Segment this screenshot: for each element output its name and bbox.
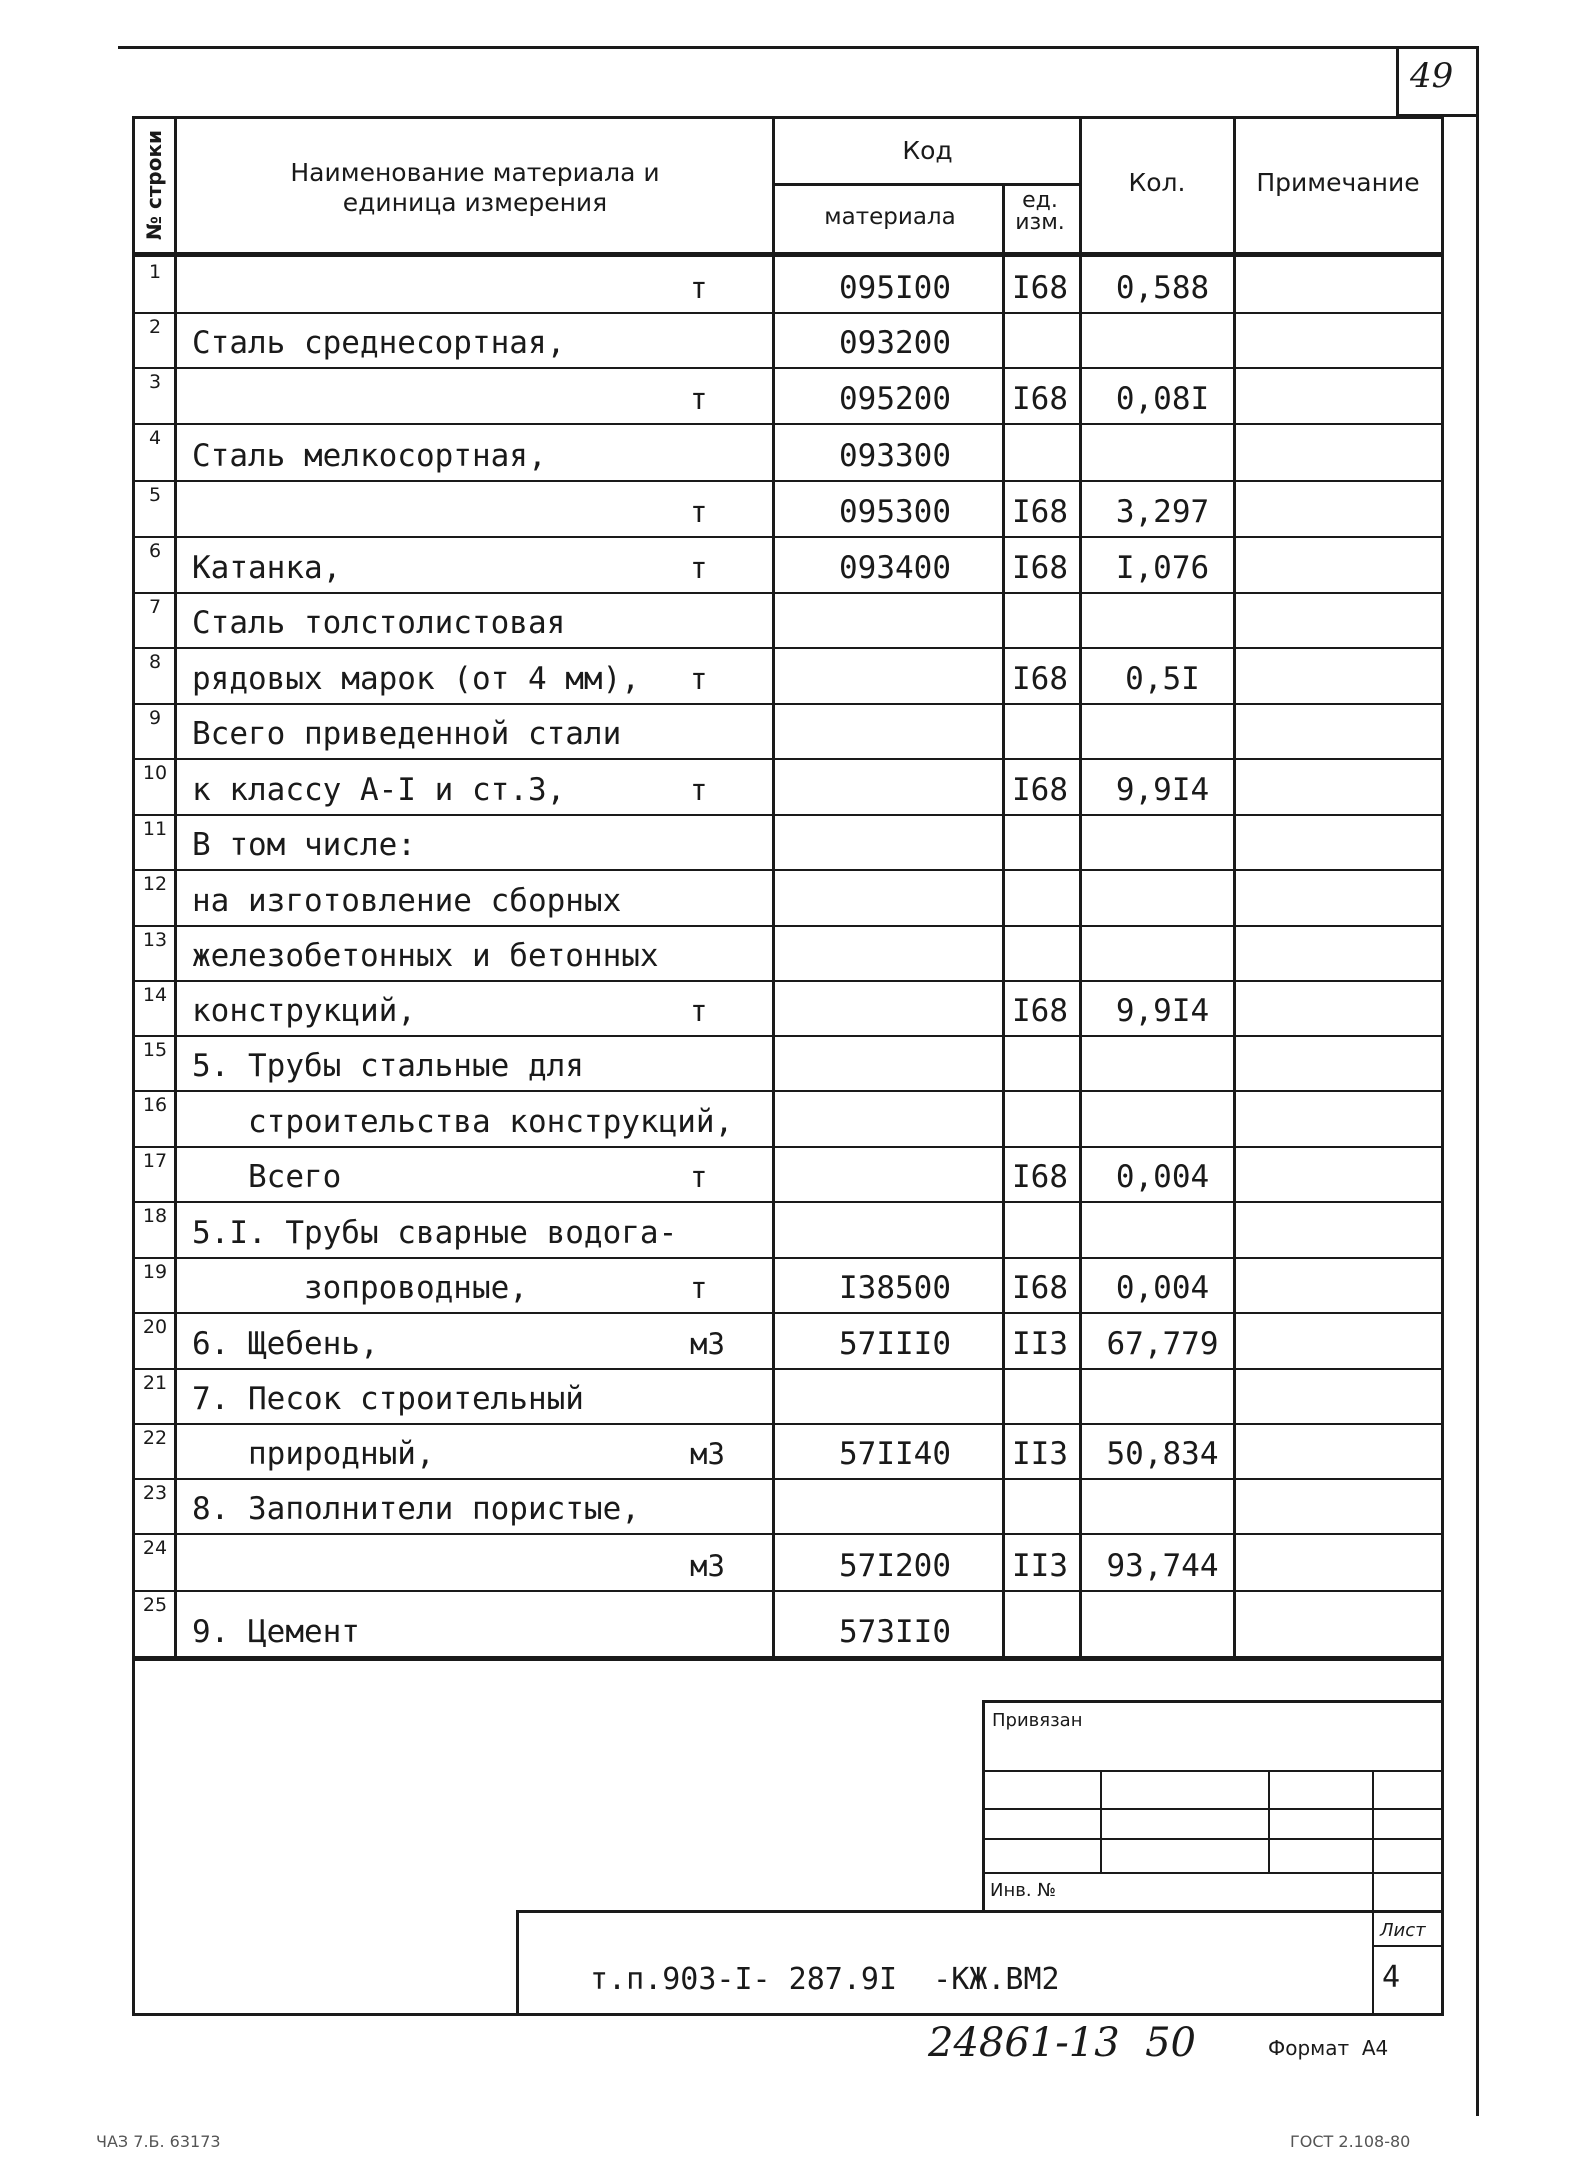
table-row (0, 1035, 1578, 1090)
row-number: 15 (142, 1039, 168, 1061)
row-unit-code: II3 (1012, 1548, 1068, 1584)
row-code: 095200 (839, 381, 951, 417)
row-divider (134, 1090, 1442, 1092)
row-divider (134, 536, 1442, 538)
table-row (0, 1090, 1578, 1146)
row-divider (134, 1312, 1442, 1314)
row-code: I38500 (839, 1270, 951, 1306)
row-unit-code: II3 (1012, 1326, 1068, 1362)
table-row (0, 980, 1578, 1035)
page-number: 49 (1410, 56, 1454, 96)
row-number: 17 (142, 1150, 168, 1172)
row-unit-code: I68 (1012, 1159, 1068, 1195)
table-row (0, 1423, 1578, 1478)
row-unit-code: I68 (1012, 1270, 1068, 1306)
row-qty: 0,004 (1115, 1159, 1210, 1195)
frame-top-line (118, 46, 1476, 49)
table-row (0, 1146, 1578, 1201)
row-number: 9 (148, 707, 162, 729)
row-unit-code: I68 (1012, 494, 1068, 530)
row-number: 22 (142, 1427, 168, 1449)
table-row (0, 312, 1578, 367)
row-number: 21 (142, 1372, 168, 1394)
row-name: Всего приведенной стали (192, 716, 622, 752)
header-row-number: № строки (142, 129, 166, 241)
row-number: 13 (142, 929, 168, 951)
row-number: 8 (148, 651, 162, 673)
row-divider (134, 312, 1442, 314)
row-qty: 9,9I4 (1115, 993, 1210, 1029)
row-code: 093200 (839, 325, 951, 361)
row-divider (134, 367, 1442, 369)
row-divider (134, 1201, 1442, 1203)
row-unit: м3 (690, 1549, 725, 1583)
row-number: 5 (148, 484, 162, 506)
row-name: Сталь толстолистовая (192, 605, 566, 641)
row-name: зопроводные, (192, 1270, 528, 1306)
stamp-inner-v2 (1268, 1770, 1270, 1872)
table-row (0, 1590, 1578, 1656)
row-divider (134, 703, 1442, 705)
row-unit-code: I68 (1012, 661, 1068, 697)
row-divider (134, 925, 1442, 927)
row-name: железобетонных и бетонных (192, 938, 659, 974)
row-number: 14 (142, 984, 168, 1006)
row-divider (134, 1590, 1442, 1592)
row-number: 24 (142, 1537, 168, 1559)
stamp-inv-label: Инв. № (990, 1880, 1057, 1901)
row-unit: т (690, 495, 708, 529)
row-divider (134, 1478, 1442, 1480)
row-divider (134, 1035, 1442, 1037)
row-number: 25 (142, 1594, 168, 1616)
header-name-line2: единица измерения (342, 188, 608, 217)
row-name: 6. Щебень, (192, 1326, 379, 1362)
row-qty: I,076 (1115, 550, 1210, 586)
row-name: 9. Цемент (192, 1614, 360, 1650)
table-row (0, 1201, 1578, 1257)
row-unit-code: I68 (1012, 270, 1068, 306)
row-code: 57III0 (839, 1326, 951, 1362)
row-qty: 0,588 (1115, 270, 1210, 306)
code-subheader-line (775, 183, 1080, 186)
stamp-privyazan-label: Привязан (992, 1710, 1083, 1731)
row-code: 57II40 (839, 1436, 951, 1472)
row-name: природный, (192, 1436, 435, 1472)
bottom-left-code: ЧАЗ 7.Б. 63173 (96, 2132, 221, 2151)
table-row (0, 1312, 1578, 1368)
table-row (0, 758, 1578, 814)
header-note: Примечание (1256, 168, 1420, 197)
stamp-list-divider (1372, 1945, 1442, 1947)
table-row (0, 592, 1578, 647)
row-number: 20 (142, 1316, 168, 1338)
row-qty: 67,779 (1106, 1326, 1219, 1362)
row-unit: м3 (690, 1437, 725, 1471)
row-qty: 0,08I (1115, 381, 1210, 417)
row-qty: 93,744 (1106, 1548, 1219, 1584)
row-number: 12 (142, 873, 168, 895)
row-unit-code: I68 (1012, 772, 1068, 808)
header-unit-line2: изм. (1015, 210, 1065, 235)
row-name: 5.I. Трубы сварные водога- (192, 1215, 678, 1251)
row-qty: 50,834 (1106, 1436, 1219, 1472)
page-number-divider (1396, 46, 1399, 116)
row-name: конструкций, (192, 993, 416, 1029)
row-unit: м3 (690, 1327, 725, 1361)
row-divider (134, 814, 1442, 816)
row-name: Сталь мелкосортная, (192, 438, 547, 474)
row-number: 4 (148, 427, 162, 449)
row-number: 6 (148, 540, 162, 562)
table-row (0, 367, 1578, 423)
table-row (0, 423, 1578, 480)
row-unit: т (690, 994, 708, 1028)
row-name: к классу А-I и ст.3, (192, 772, 566, 808)
row-divider (134, 647, 1442, 649)
table-row (0, 647, 1578, 703)
row-name: В том числе: (192, 827, 416, 863)
row-name: Катанка, (192, 550, 342, 586)
table-row (0, 869, 1578, 925)
row-divider (134, 1533, 1442, 1535)
row-number: 10 (142, 762, 168, 784)
header-name-line1: Наименование материала и (290, 158, 660, 187)
row-unit: т (690, 773, 708, 807)
row-code: 095I00 (839, 270, 951, 306)
row-number: 19 (142, 1261, 168, 1283)
row-divider (134, 1257, 1442, 1259)
row-name: Всего (192, 1159, 342, 1195)
stamp-main-left (516, 1910, 519, 2016)
row-divider (134, 423, 1442, 425)
row-divider (134, 592, 1442, 594)
row-unit: т (690, 1160, 708, 1194)
row-qty: 3,297 (1115, 494, 1210, 530)
stamp-list-label: Лист (1380, 1920, 1426, 1941)
row-unit-code: I68 (1012, 381, 1068, 417)
format-label: Формат А4 (1268, 2036, 1389, 2060)
table-row (0, 536, 1578, 592)
row-qty: 0,5I (1125, 661, 1200, 697)
row-number: 3 (148, 371, 162, 393)
table-row (0, 1478, 1578, 1533)
row-divider (134, 1146, 1442, 1148)
header-material: материала (824, 204, 956, 230)
table-row (0, 480, 1578, 536)
row-code: 095300 (839, 494, 951, 530)
row-divider (134, 758, 1442, 760)
row-name: рядовых марок (от 4 мм), (192, 661, 640, 697)
row-unit: т (690, 382, 708, 416)
table-row (0, 925, 1578, 980)
row-qty: 9,9I4 (1115, 772, 1210, 808)
row-name: 7. Песок строительный (192, 1381, 584, 1417)
row-name: на изготовление сборных (192, 883, 622, 919)
row-code: 573II0 (839, 1614, 951, 1650)
row-code: 57I200 (839, 1548, 951, 1584)
row-unit-code: II3 (1012, 1436, 1068, 1472)
row-unit: т (690, 662, 708, 696)
table-bottom-line (134, 1656, 1442, 1661)
table-row (0, 1257, 1578, 1312)
bottom-right-gost: ГОСТ 2.108-80 (1290, 2132, 1411, 2151)
row-code: 093300 (839, 438, 951, 474)
header-qty: Кол. (1128, 168, 1186, 197)
row-unit: т (690, 551, 708, 585)
table-row (0, 1533, 1578, 1590)
row-number: 11 (142, 818, 168, 840)
row-divider (134, 1368, 1442, 1370)
stamp-inner-v1 (1100, 1770, 1102, 1872)
stamp-main-top (516, 1910, 1442, 1913)
handwritten-number: 24861-13 50 (928, 2020, 1196, 2066)
row-name: 5. Трубы стальные для (192, 1048, 584, 1084)
stamp-list-value: 4 (1382, 1960, 1401, 1995)
stamp-privyazan-left (982, 1700, 985, 1910)
row-name: 8. Заполнители пористые, (192, 1491, 640, 1527)
stamp-privyazan-top (982, 1700, 1442, 1703)
table-row (0, 1368, 1578, 1423)
row-unit: т (690, 1271, 708, 1305)
row-qty: 0,004 (1115, 1270, 1210, 1306)
row-code: 093400 (839, 550, 951, 586)
row-unit: т (690, 271, 708, 305)
header-code: Код (902, 136, 953, 165)
stamp-inner-v3 (1372, 1770, 1374, 2015)
stamp-doc-code: т.п.903-I- 287.9I -КЖ.ВМ2 (590, 1962, 1060, 1997)
row-unit-code: I68 (1012, 550, 1068, 586)
row-divider (134, 980, 1442, 982)
row-name: строительства конструкций, (192, 1104, 734, 1140)
row-divider (134, 480, 1442, 482)
table-row (0, 703, 1578, 758)
row-number: 7 (148, 596, 162, 618)
table-row (0, 257, 1578, 312)
row-unit-code: I68 (1012, 993, 1068, 1029)
row-number: 2 (148, 316, 162, 338)
row-number: 1 (148, 261, 162, 283)
row-divider (134, 1423, 1442, 1425)
table-row (0, 814, 1578, 869)
row-name: Сталь среднесортная, (192, 325, 566, 361)
row-divider (134, 869, 1442, 871)
row-number: 16 (142, 1094, 168, 1116)
row-number: 23 (142, 1482, 168, 1504)
header-unit-line1: ед. (1022, 188, 1058, 213)
row-number: 18 (142, 1205, 168, 1227)
